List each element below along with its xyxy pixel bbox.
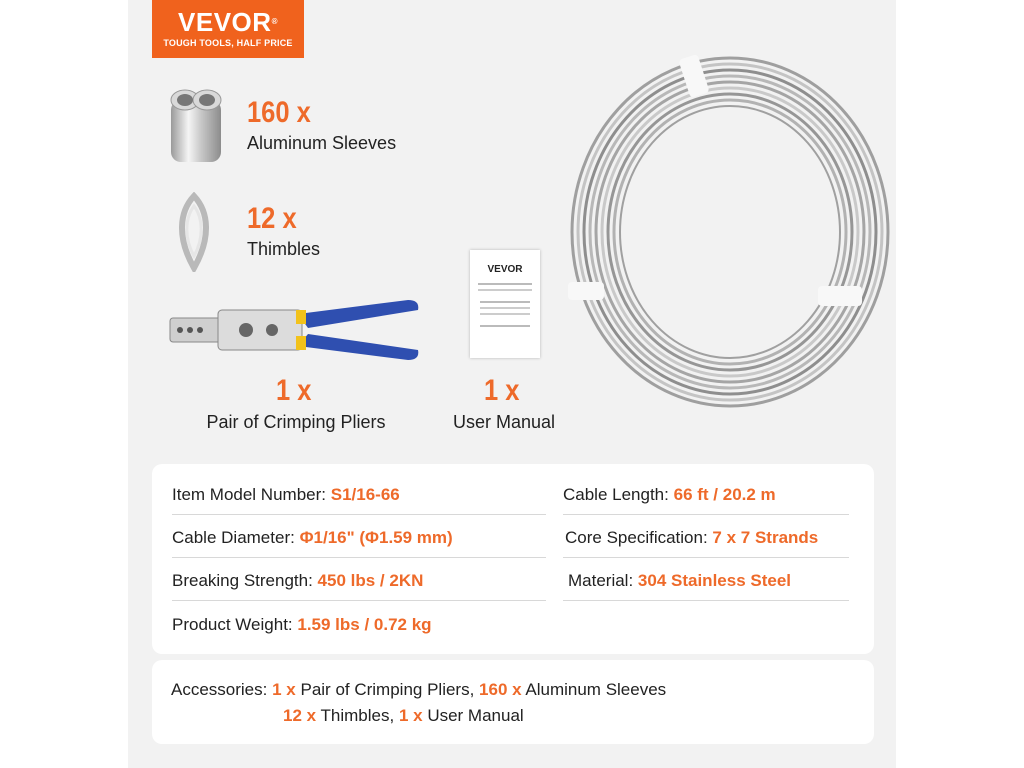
divider xyxy=(563,557,849,558)
accessories-card xyxy=(152,660,874,744)
thimbles-label: Thimbles xyxy=(247,239,321,259)
manual-brand: VEVOR xyxy=(487,264,523,275)
spec-material xyxy=(568,571,791,591)
spec-material-label: Material: xyxy=(568,571,634,590)
thimbles-qty: 12 x xyxy=(247,202,297,235)
pliers-label: Pair of Crimping Pliers xyxy=(206,412,386,432)
spec-length-value: 66 ft / 20.2 m xyxy=(673,485,776,504)
accessory-qty: 1 x xyxy=(272,680,296,699)
wire-rope-coil-image xyxy=(560,50,904,414)
logo-reg: ® xyxy=(271,17,278,26)
accessory-text: User Manual xyxy=(427,706,524,725)
accessory-text: Aluminum Sleeves xyxy=(525,680,667,699)
logo-tagline: TOUGH TOOLS, HALF PRICE xyxy=(163,38,293,48)
sleeves-qty: 160 x xyxy=(247,96,311,129)
divider xyxy=(172,557,546,558)
crimping-pliers-image xyxy=(168,296,424,366)
pliers-qty: 1 x xyxy=(276,374,312,407)
user-manual-image xyxy=(470,250,540,358)
accessory-qty: 1 x xyxy=(398,706,423,725)
accessory-text: Pair of Crimping Pliers, xyxy=(300,680,475,699)
spec-weight-value: 1.59 lbs / 0.72 kg xyxy=(297,615,432,634)
spec-model-label: Item Model Number: xyxy=(172,485,326,504)
divider xyxy=(563,514,849,515)
spec-diameter xyxy=(172,528,453,548)
spec-strength xyxy=(172,571,423,591)
accessories-line-2 xyxy=(283,706,524,726)
sleeves-label: Aluminum Sleeves xyxy=(247,133,397,153)
spec-diameter-label: Cable Diameter: xyxy=(172,528,295,547)
spec-strength-label: Breaking Strength: xyxy=(172,571,313,590)
accessory-qty: 12 x xyxy=(283,706,317,725)
manual-label: User Manual xyxy=(452,412,556,432)
vevor-logo xyxy=(152,0,304,58)
divider xyxy=(172,514,546,515)
spec-diameter-value: Φ1/16" (Φ1.59 mm) xyxy=(299,528,453,547)
divider xyxy=(563,600,849,601)
aluminum-sleeve-image xyxy=(165,86,227,166)
spec-material-value: 304 Stainless Steel xyxy=(637,571,792,590)
spec-length xyxy=(563,485,776,505)
spec-core-value: 7 x 7 Strands xyxy=(712,528,819,547)
accessories-line-1 xyxy=(171,680,666,700)
spec-core xyxy=(565,528,818,548)
spec-weight-label: Product Weight: xyxy=(172,615,293,634)
spec-core-label: Core Specification: xyxy=(565,528,708,547)
accessory-text: Thimbles, xyxy=(320,706,395,725)
accessory-qty: 160 x xyxy=(479,680,522,699)
spec-model xyxy=(172,485,400,505)
logo-brand: VEVOR xyxy=(178,7,272,37)
spec-weight xyxy=(172,615,432,635)
accessories-label: Accessories: xyxy=(171,680,268,699)
spec-strength-value: 450 lbs / 2KN xyxy=(317,571,424,590)
thimble-image xyxy=(173,192,215,272)
divider xyxy=(172,600,546,601)
manual-qty: 1 x xyxy=(484,374,520,407)
spec-model-value: S1/16-66 xyxy=(330,485,400,504)
spec-length-label: Cable Length: xyxy=(563,485,669,504)
